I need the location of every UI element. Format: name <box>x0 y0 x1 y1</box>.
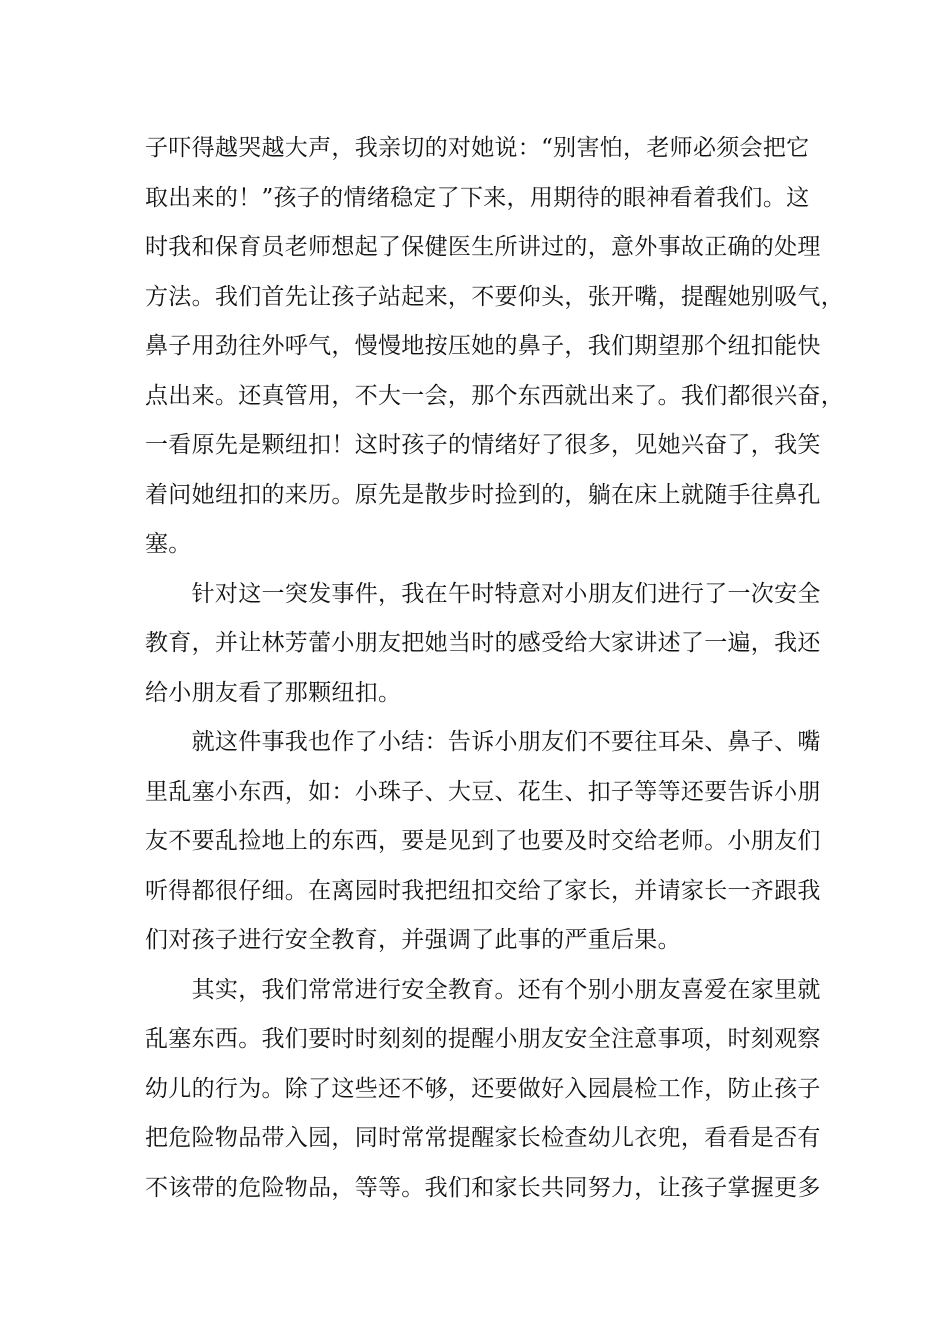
paragraph <box>145 570 835 719</box>
text-line: 鼻子用劲往外呼气，慢慢地按压她的鼻子，我们期望那个纽扣能快 <box>145 333 821 359</box>
text-line: 友不要乱捡地上的东西，要是见到了也要及时交给老师。小朋友们 <box>145 828 821 854</box>
body-text <box>145 124 844 1213</box>
text-line: 针对这一突发事件，我在午时特意对小朋友们进行了一次安全 <box>145 580 821 607</box>
text-line: 点出来。还真管用，不大一会，那个东西就出来了。我们都很兴奋， <box>145 382 844 409</box>
text-line: 幼儿的行为。除了这些还不够，还要做好入园晨检工作，防止孩子 <box>145 1075 821 1102</box>
text-line: 听得都很仔细。在离园时我把纽扣交给了家长，并请家长一齐跟我 <box>145 877 821 904</box>
text-line: 取出来的！”孩子的情绪稳定了下来，用期待的眼神看着我们。这 <box>145 184 810 211</box>
text-line: 子吓得越哭越大声，我亲切的对她说：“别害怕，老师必须会把它 <box>145 135 810 161</box>
text-line: 教育，并让林芳蕾小朋友把她当时的感受给大家讲述了一遍，我还 <box>145 630 821 656</box>
text-line: 给小朋友看了那颗纽扣。 <box>145 679 402 706</box>
text-line: 乱塞东西。我们要时时刻刻的提醒小朋友安全注意事项，时刻观察 <box>145 1026 821 1052</box>
paragraph <box>145 718 835 966</box>
text-line: 时我和保育员老师想起了保健医生所讲过的，意外事故正确的处理 <box>145 234 821 260</box>
text-line: 塞。 <box>145 531 192 557</box>
text-line: 方法。我们首先让孩子站起来，不要仰头，张开嘴，提醒她别吸气， <box>145 283 844 310</box>
text-line: 们对孩子进行安全教育，并强调了此事的严重后果。 <box>145 927 681 953</box>
text-line: 一看原先是颗纽扣！这时孩子的情绪好了很多，见她兴奋了，我笑 <box>145 432 821 458</box>
text-line: 里乱塞小东西，如：小珠子、大豆、花生、扣子等等还要告诉小朋 <box>145 778 821 805</box>
text-line: 其实，我们常常进行安全教育。还有个别小朋友喜爱在家里就 <box>145 976 821 1003</box>
text-line: 就这件事我也作了小结：告诉小朋友们不要往耳朵、鼻子、嘴 <box>145 729 821 755</box>
text-line: 把危险物品带入园，同时常常提醒家长检查幼儿衣兜，看看是否有 <box>145 1125 821 1151</box>
paragraph <box>145 124 844 570</box>
text-line: 着问她纽扣的来历。原先是散步时捡到的，躺在床上就随手往鼻孔 <box>145 481 821 508</box>
paragraph <box>145 966 835 1214</box>
text-line: 不该带的危险物品，等等。我们和家长共同努力，让孩子掌握更多 <box>145 1174 821 1201</box>
